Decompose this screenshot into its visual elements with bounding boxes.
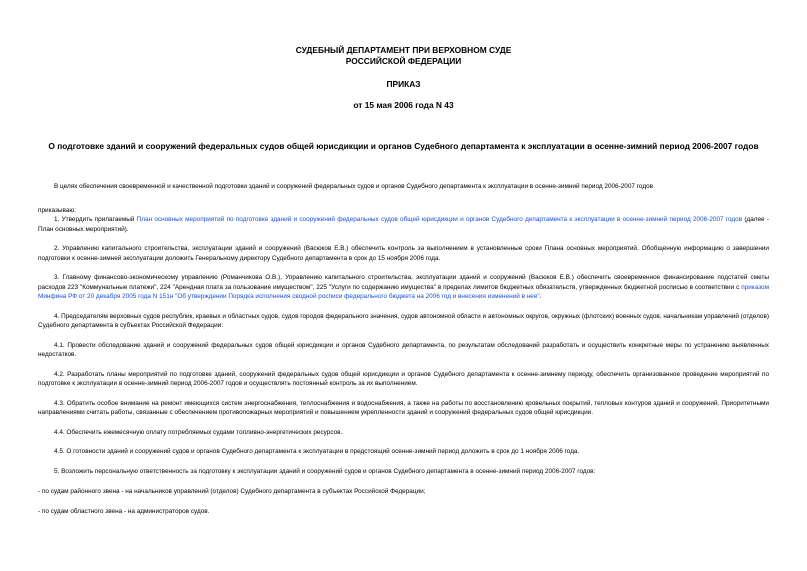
paragraph-4-4: 4.4. Обеспечить ежемесячную оплату потребляемых судами топливно-энергетических ресурсов. [54, 428, 343, 436]
paragraph-4-3: 4.3. Обратить особое внимание на ремонт имеющихся систем энергоснабжения, теплоснабжения и водоснабжения, а также на работы по восстановлению кровельных покрытий, тепловых контуров зданий и сооружений. Приоритетными направлениями считать работы, связанные с обеспечением противопожарных мероприятий и повышением укрепленности зданий и сооружений федеральных судов общей юрисдикции. [38, 399, 769, 416]
paragraph-4-1: 4.1. Провести обследование зданий и сооружений федеральных судов общей юрисдикции и органов Судебного департамента, по результатам обследований разработать и осуществить конкретные меры по устранению выявленных недостатков. [38, 341, 769, 358]
minfin-order-link[interactable]: приказом Минфина РФ от 20 декабря 2005 года N 151н "Об утверждении Порядка исполнения сводной росписи федерального бюджета на 2006 год и внесения изменений в нее" [38, 283, 769, 300]
issuing-organization [0, 45, 807, 66]
paragraph-2: 2. Управлению капитального строительства, эксплуатации зданий и сооружений (Васюков Е.В.) обеспечить контроль за выполнением в установленные сроки Плана основных мероприятий. Обобщенную информацию о завершении подготовки к осенне-зимней эксплуатации доложить Генеральному директору Судебного департамента в срок до 15 ноября 2006 года. [38, 245, 769, 262]
plan-link[interactable]: План основных мероприятий по подготовке зданий и сооружений федеральных судов общей юрисдикции и органов Судебного департамента к эксплуатации в осенне-зимний период 2006-2007 годов [136, 216, 743, 224]
document-date: от 15 мая 2006 года N 43 [353, 100, 454, 110]
order-word: приказываю: [38, 207, 76, 215]
paragraph-4-5: 4.5. О готовности зданий и сооружений судов и органов Судебного департамента к эксплуатации в предстоящий осенне-зимний период доложить в срок до 1 ноября 2006 года. [54, 448, 580, 456]
document-title: О подготовке зданий и сооружений федеральных судов общей юрисдикции и органов Судебного департамента к эксплуатации в осенне-зимний период 2006-2007 годов [48, 141, 759, 151]
paragraph-4: 4. Председателям верховных судов республик, краевых и областных судов, судов городов федерального значения, судов автономной области и автономных округов, окружных (флотских) военных судов, начальникам управлений (отделов) Судебного департамента в субъектах Российской Федерации: [38, 312, 769, 329]
document-type: ПРИКАЗ [386, 79, 421, 89]
paragraph-1-text-end: (далее - План основных мероприятий). [38, 216, 769, 233]
paragraph-3 [38, 273, 769, 301]
document-body [38, 182, 769, 527]
intro-paragraph: В целях обеспечения своевременной и качественной подготовки зданий и сооружений федеральных судов и органов Судебного департамента к эксплуатации в осенне-зимний период 2006-2007 годов [54, 183, 654, 190]
paragraph-5-regional: - по судам областного звена - на администраторов судов. [38, 507, 210, 515]
paragraph-1 [38, 215, 769, 233]
paragraph-5: 5. Возложить персональную ответственность за подготовку к эксплуатации зданий и сооружений судов и органов Судебного департамента в осенне-зимний период 2006-2007 годов: [54, 468, 596, 476]
paragraph-4-2: 4.2. Разработать планы мероприятий по подготовке зданий, сооружений федеральных судов общей юрисдикции и органов Судебного департамента к осенне-зимнему периоду, обеспечить организованное проведение мероприятий по подготовке к эксплуатации в осенне-зимний период 2006-2007 годов и осуществлять постоянный контроль за их выполнением. [38, 370, 769, 387]
paragraph-3-text-start: 3. Главному финансово-экономическому управлению (Романчикова О.В.), Управлению капитального строительства, эксплуатации зданий и сооружений (Васюков Е.В.) обеспечить своевременное финансирование подстатей сметы расходов 223 "Коммунальные платежи", 224 "Арендная плата за пользование имуществом", 225 "Услуги по содержанию имущества" в пределах лимитов бюджетных обязательств, утвержденных бюджетной росписью в соответствии с [38, 274, 769, 291]
paragraph-1-text-start: 1. Утвердить прилагаемый [54, 216, 137, 224]
org-line-1: СУДЕБНЫЙ ДЕПАРТАМЕНТ ПРИ ВЕРХОВНОМ СУДЕ [295, 45, 512, 55]
org-line-2: РОССИЙСКОЙ ФЕДЕРАЦИИ [345, 55, 462, 66]
paragraph-5-district: - по судам районного звена - на начальников управлений (отделов) Судебного департамента в субъектах Российской Федерации; [38, 488, 426, 495]
paragraph-3-text-end: . [539, 292, 542, 300]
